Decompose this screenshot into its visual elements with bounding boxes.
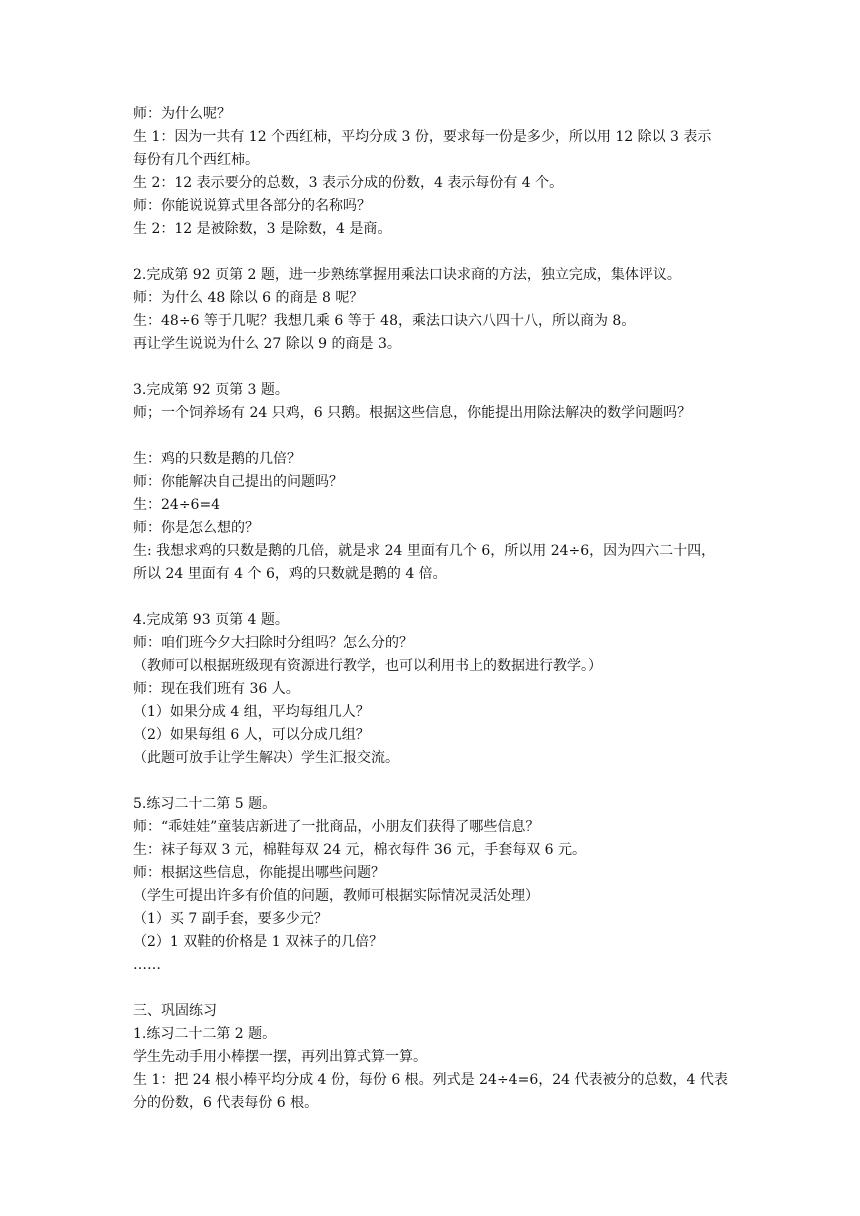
- text-line: （教师可以根据班级现有资源进行教学，也可以利用书上的数据进行教学。）: [133, 658, 602, 674]
- blank-line: [133, 977, 733, 1000]
- text-line: 师：为什么 48 除以 6 的商是 8 呢？: [133, 290, 364, 306]
- text-line: 学生先动手用小棒摆一摆，再列出算式算一算。: [133, 1049, 427, 1065]
- text-line: 2.完成第 92 页第 2 题，进一步熟练掌握用乘法口诀求商的方法，独立完成，集体评议。: [133, 267, 681, 283]
- text-line: 3.完成第 92 页第 3 题。: [133, 382, 289, 398]
- text-line: 每份有几个西红柿。: [133, 152, 259, 168]
- text-line: 师：咱们班今夕大扫除时分组吗？怎么分的？: [133, 635, 413, 651]
- text-line: （1）买 7 副手套，要多少元？: [133, 911, 328, 927]
- text-line: 5.练习二十二第 5 题。: [133, 796, 277, 812]
- text-line: 师：现在我们班有 36 人。: [133, 681, 300, 697]
- text-line: （2）如果每组 6 人，可以分成几组？: [133, 727, 370, 743]
- document-body: [133, 103, 733, 1115]
- text-line: （此题可放手让学生解决）学生汇报交流。: [133, 750, 399, 766]
- text-line: 生：48÷6 等于几呢？我想几乘 6 等于 48，乘法口诀六八四十八，所以商为 8。: [133, 313, 636, 329]
- text-line: 师；一个饲养场有 24 只鸡，6 只鹅。根据这些信息，你能提出用除法解决的数学问题吗？: [133, 405, 692, 421]
- text-line: 生 1：把 24 根小棒平均分成 4 份，每份 6 根。列式是 24÷4=6，24 代表被分的总数，4 代表: [133, 1072, 728, 1088]
- text-line: 师：你能说说算式里各部分的名称吗？: [133, 198, 371, 214]
- text-line: （2）1 双鞋的价格是 1 双袜子的几倍？: [133, 934, 384, 950]
- text-line: 所以 24 里面有 4 个 6，鸡的只数就是鹅的 4 倍。: [133, 566, 447, 582]
- blank-line: [133, 586, 733, 609]
- text-line: 4.完成第 93 页第 4 题。: [133, 612, 289, 628]
- blank-line: [133, 770, 733, 793]
- text-line: 师：你是怎么想的？: [133, 520, 259, 536]
- text-line: （1）如果分成 4 组，平均每组几人？: [133, 704, 370, 720]
- blank-line: [133, 241, 733, 264]
- document-page: [133, 103, 733, 1115]
- text-line: 再让学生说说为什么 27 除以 9 的商是 3。: [133, 336, 401, 352]
- text-line: 生 2：12 是被除数，3 是除数，4 是商。: [133, 221, 392, 237]
- text-line: 生 2：12 表示要分的总数，3 表示分成的份数，4 表示每份有 4 个。: [133, 175, 564, 191]
- text-line: 师：根据这些信息，你能提出哪些问题？: [133, 865, 385, 881]
- text-line: 师：“乖娃娃”童装店新进了一批商品，小朋友们获得了哪些信息？: [133, 819, 540, 835]
- text-line: 师：你能解决自己提出的问题吗？: [133, 474, 343, 490]
- text-line: 生：鸡的只数是鹅的几倍？: [133, 451, 301, 467]
- blank-line: [133, 356, 733, 379]
- blank-line: [133, 425, 733, 448]
- text-line: （学生可提出许多有价值的问题，教师可根据实际情况灵活处理）: [133, 888, 539, 904]
- text-line: 分的份数，6 代表每份 6 根。: [133, 1095, 319, 1111]
- text-line: 生：24÷6=4: [133, 497, 221, 513]
- text-line: 师：为什么呢？: [133, 106, 231, 122]
- text-line: 生: 我想求鸡的只数是鹅的几倍，就是求 24 里面有几个 6，所以用 24÷6，因为四六二十四，: [133, 543, 716, 559]
- text-line: 1.练习二十二第 2 题。: [133, 1026, 277, 1042]
- text-line: ……: [133, 957, 161, 973]
- text-line: 三、巩固练习: [133, 1003, 217, 1019]
- text-line: 生：袜子每双 3 元，棉鞋每双 24 元，棉衣每件 36 元，手套每双 6 元。: [133, 842, 587, 858]
- text-line: 生 1：因为一共有 12 个西红柿，平均分成 3 份，要求每一份是多少，所以用 12 除以 3 表示: [133, 129, 712, 145]
